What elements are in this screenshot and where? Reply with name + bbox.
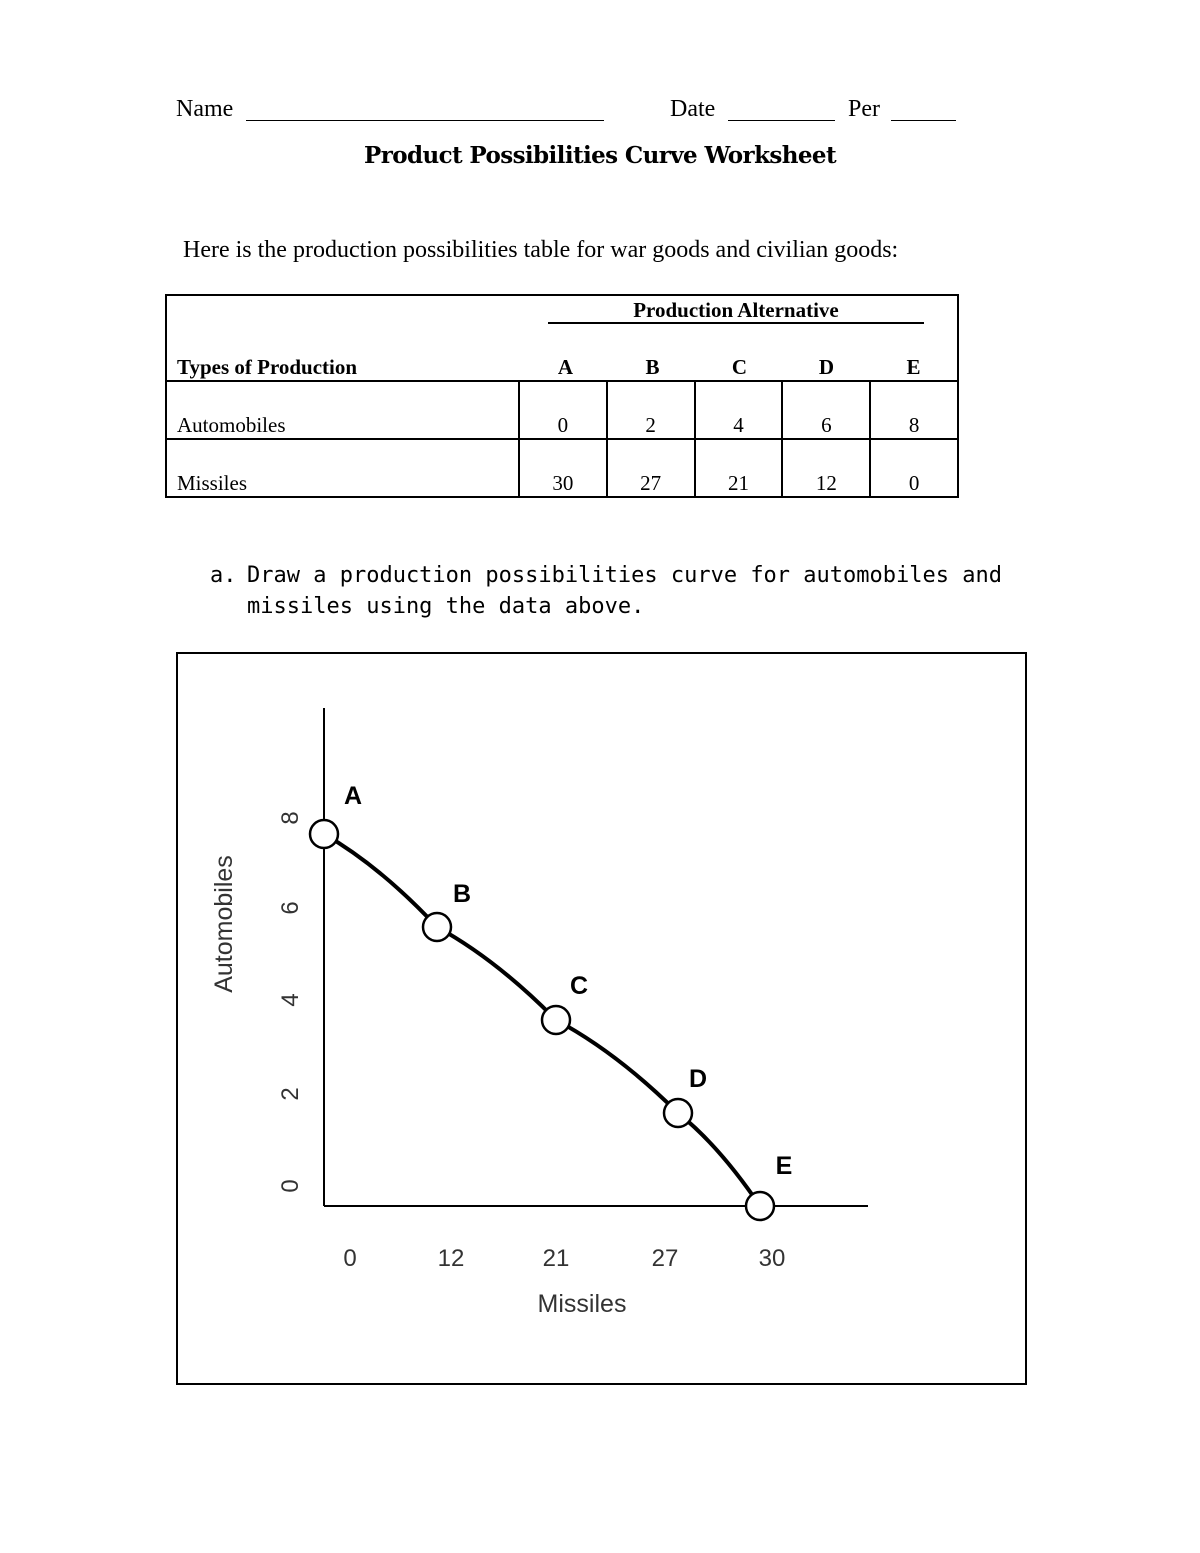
y-tick-label: 4 xyxy=(277,993,304,1007)
x-tick-label: 21 xyxy=(542,1245,570,1272)
table-cell: 0 xyxy=(519,381,607,439)
name-label: Name xyxy=(176,96,234,122)
data-point-d xyxy=(664,1099,692,1127)
question-text: Draw a production possibilities curve for automobiles and missiles using the data above. xyxy=(247,563,1002,619)
production-alternative-header: Production Alternative xyxy=(548,298,924,324)
intro-text: Here is the production possibilities table for war goods and civilian goods: xyxy=(183,237,899,263)
page-title: Product Possibilities Curve Worksheet xyxy=(364,142,836,169)
x-tick-label: 27 xyxy=(651,1245,679,1272)
header-line xyxy=(176,96,976,130)
point-label-b: B xyxy=(452,880,472,908)
table-row xyxy=(166,381,958,439)
data-point-c xyxy=(542,1006,570,1034)
table-cell: 21 xyxy=(695,439,783,497)
table-cell: 0 xyxy=(870,439,958,497)
table-header-row xyxy=(166,295,958,381)
question-letter: a. xyxy=(210,563,237,588)
x-tick-label: 0 xyxy=(343,1245,357,1272)
table-cell: 30 xyxy=(519,439,607,497)
production-table xyxy=(165,294,959,498)
date-label: Date xyxy=(670,96,716,122)
table-row xyxy=(166,439,958,497)
table-cell: 4 xyxy=(695,381,783,439)
point-label-a: A xyxy=(343,782,363,810)
y-tick-label: 6 xyxy=(277,901,304,915)
y-tick-label: 8 xyxy=(277,811,304,825)
data-point-e xyxy=(746,1192,774,1220)
chart-frame xyxy=(176,652,1027,1385)
x-tick-label: 12 xyxy=(437,1245,465,1272)
y-axis-label: Automobiles xyxy=(210,855,238,993)
types-of-production-header: Types of Production xyxy=(177,355,358,379)
x-tick-label: 30 xyxy=(758,1245,786,1272)
column-header-d: D xyxy=(818,355,835,379)
y-tick-label: 2 xyxy=(277,1087,304,1101)
table-cell: 2 xyxy=(607,381,695,439)
point-label-e: E xyxy=(775,1152,793,1180)
y-tick-label: 0 xyxy=(277,1179,304,1193)
table-cell: 27 xyxy=(607,439,695,497)
column-header-c: C xyxy=(731,355,748,379)
column-header-b: B xyxy=(645,355,660,379)
ppc-chart xyxy=(178,654,1025,1383)
x-axis-label: Missiles xyxy=(537,1290,627,1318)
point-label-d: D xyxy=(688,1065,708,1093)
row-label: Automobiles xyxy=(166,381,519,439)
per-label: Per xyxy=(848,96,880,122)
table-cell: 6 xyxy=(782,381,870,439)
column-header-e: E xyxy=(906,355,921,379)
table-cell: 12 xyxy=(782,439,870,497)
point-label-c: C xyxy=(569,972,589,1000)
table-cell: 8 xyxy=(870,381,958,439)
column-header-a: A xyxy=(557,355,574,379)
row-label: Missiles xyxy=(166,439,519,497)
data-point-b xyxy=(423,913,451,941)
data-point-a xyxy=(310,820,338,848)
